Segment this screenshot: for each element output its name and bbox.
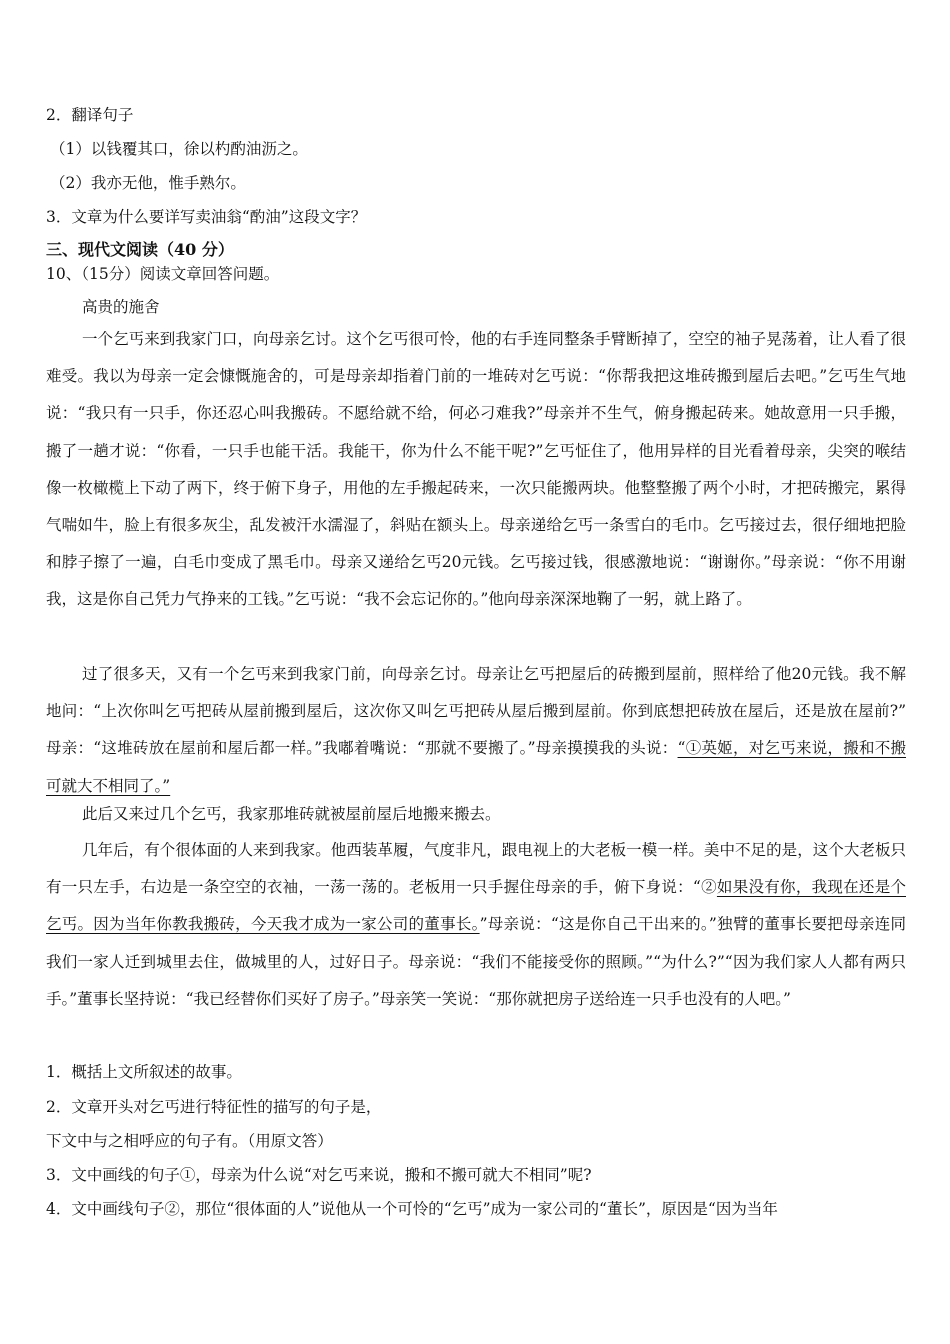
question-1: 1．概括上文所叙述的故事。	[46, 1063, 242, 1081]
underlined-sentence-2: 如果没有你，我现在还是个乞丐。因为当年你教我搬砖，今天我才成为一家公司的董事长。	[46, 878, 906, 934]
article-paragraph-4	[46, 832, 906, 1018]
article-paragraph-3: 此后又来过几个乞丐，我家那堆砖就被屋前屋后地搬来搬去。	[82, 805, 501, 823]
article-paragraph-2	[46, 656, 922, 805]
question-item-2: 2．翻译句子	[46, 106, 134, 124]
underlined-sentence-1: “①英姬，对乞丐来说，搬和不搬可就大不相同了。”	[46, 739, 906, 795]
article-paragraph-1: 一个乞丐来到我家门口，向母亲乞讨。这个乞丐很可怜，他的右手连同整条手臂断掉了，空空的袖子晃荡着，让人看了很难受。我以为母亲一定会慷慨施舍的，可是母亲却指着门前的一堆砖对乞丐说：“你帮我把这堆砖搬到屋后去吧。”乞丐生气地说：“我只有一只手，你还忍心叫我搬砖。不愿给就不给，何必刁难我?”母亲并不生气，俯身搬起砖来。她故意用一只手搬，搬了一趟才说：“你看，一只手也能干活。我能干，你为什么不能干呢?”乞丐怔住了，他用异样的目光看着母亲，尖突的喉结像一枚橄榄上下动了两下，终于俯下身子，用他的左手搬起砖来，一次只能搬两块。他整整搬了两个小时，才把砖搬完，累得气喘如牛，脸上有很多灰尘，乱发被汗水濡湿了，斜贴在额头上。母亲递给乞丐一条雪白的毛巾。乞丐接过去，很仔细地把脸和脖子擦了一遍，白毛巾变成了黑毛巾。母亲又递给乞丐20元钱。乞丐接过钱，很感激地说：“谢谢你。”母亲说：“你不用谢我，这是你自己凭力气挣来的工钱。”乞丐说：“我不会忘记你的。”他向母亲深深地鞠了一躬，就上路了。	[46, 330, 906, 609]
section-heading: 三、现代文阅读（40 分）	[46, 240, 234, 259]
question-item-2-2: （2）我亦无他，惟手熟尔。	[50, 174, 246, 192]
article-title: 高贵的施舍	[82, 298, 160, 316]
question-10-intro: 10、（15分）阅读文章回答问题。	[46, 265, 280, 283]
paragraph-2-text: 过了很多天，又有一个乞丐来到我家门前，向母亲乞讨。母亲让乞丐把屋后的砖搬到屋前，照样给了他20元钱。我不解地问：“上次你叫乞丐把砖从屋前搬到屋后，这次你又叫乞丐把砖从屋后搬到屋前。你到底想把砖放在屋后，还是放在屋前?” 母亲：“这堆砖放在屋前和屋后都一样。”我嘟着嘴说：“那就不要搬了。”母亲摸摸我的头说：	[46, 665, 922, 758]
question-2-part-b: 下文中与之相呼应的句子有。（用原文答）	[46, 1132, 333, 1150]
question-item-3: 3．文章为什么要详写卖油翁“酌油”这段文字？	[46, 208, 367, 226]
paragraph-4-text-after: ”母亲说：“这是你自己干出来的。”独臂的董事长要把母亲连同我们一家人迁到城里去住，做城里的人，过好日子。母亲说：“我们不能接受你的照顾。”“为什么?”“因为我们家人人都有两只手。”董事长坚持说：“我已经替你们买好了房子。”母亲笑一笑说：“那你就把房子送给连一只手也没有的人吧。”	[46, 915, 906, 1008]
question-2-part-a: 2．文章开头对乞丐进行特征性的描写的句子是，	[46, 1098, 382, 1116]
question-4: 4．文中画线句子②，那位“很体面的人”说他从一个可怜的“乞丐”成为一家公司的“董长”，原因是“因为当年	[46, 1200, 778, 1218]
question-item-2-1: （1）以钱覆其口，徐以杓酌油沥之。	[50, 140, 308, 158]
question-3: 3．文中画线的句子①，母亲为什么说“对乞丐来说，搬和不搬可就大不相同”呢?	[46, 1166, 592, 1184]
paragraph-4-text-before: 几年后，有个很体面的人来到我家。他西装革履，气度非凡，跟电视上的大老板一模一样。美中不足的是，这个大老板只有一只左手，右边是一条空空的衣袖，一荡一荡的。老板用一只手握住母亲的手，俯下身说：“②	[46, 841, 906, 897]
